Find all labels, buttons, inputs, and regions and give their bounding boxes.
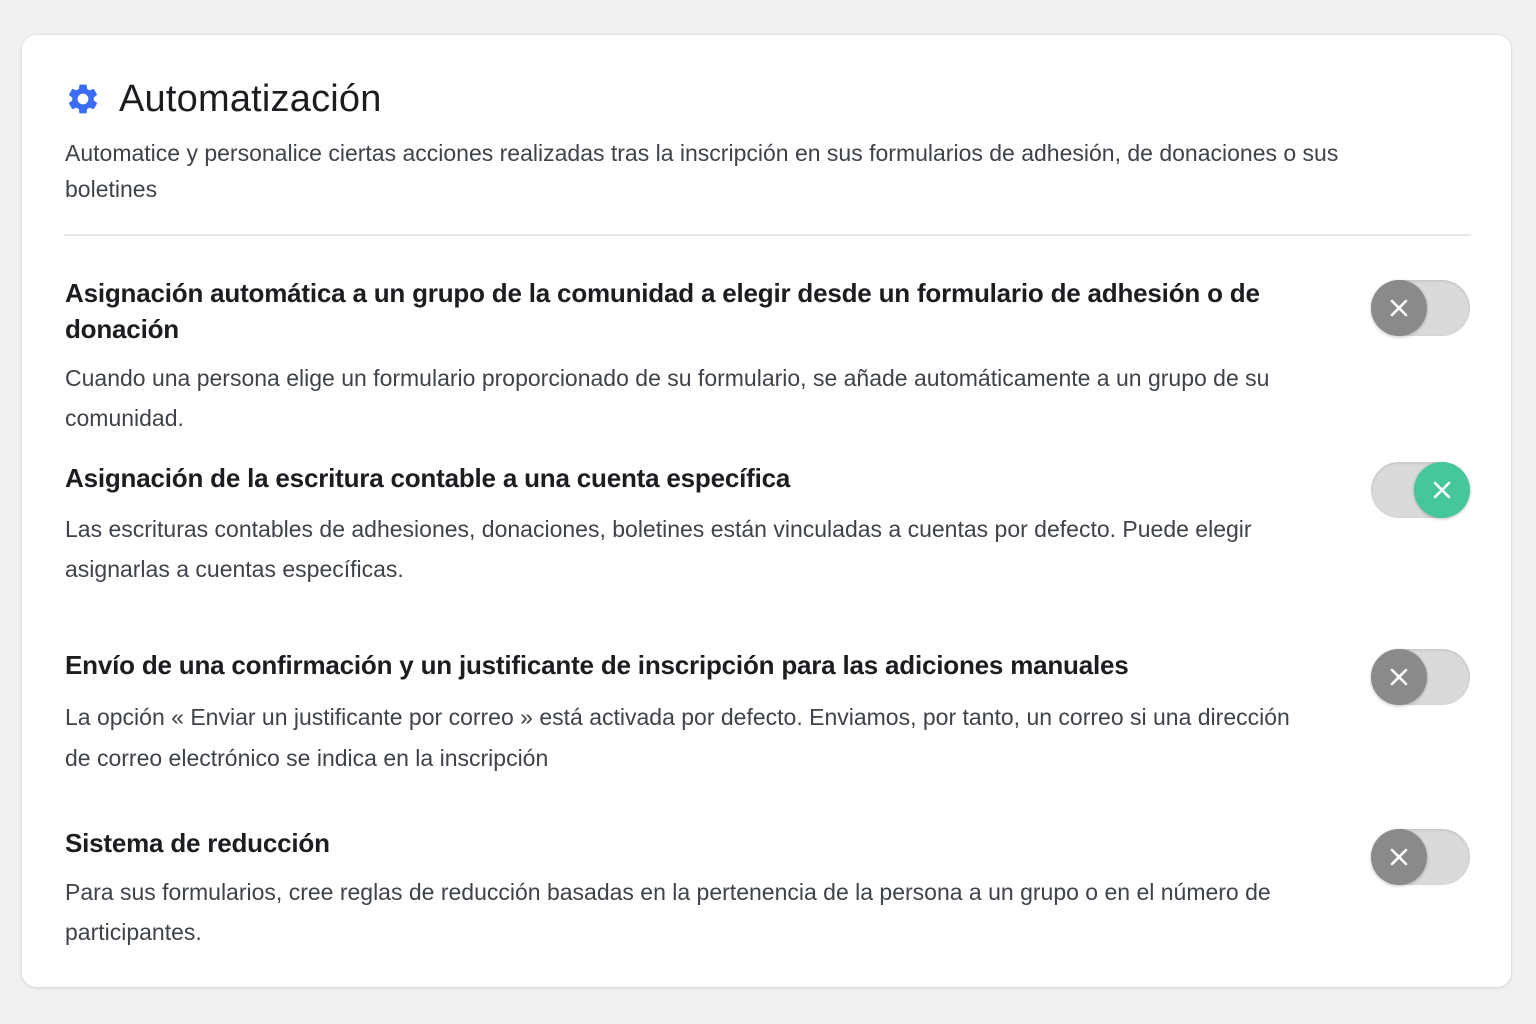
setting-manual-addition-confirmation — [65, 647, 1315, 779]
toggle-knob — [1371, 649, 1427, 705]
toggle-accounting-entry-assignment[interactable] — [1371, 462, 1470, 518]
setting-title: Sistema de reducción — [65, 828, 330, 858]
close-icon — [1387, 845, 1411, 869]
setting-description: Cuando una persona elige un formulario proporcionado de su formulario, se añade automáticamente a un grupo de su comunidad. — [65, 365, 1270, 431]
setting-auto-group-assignment — [65, 275, 1315, 438]
toggle-knob — [1371, 280, 1427, 336]
setting-description: Las escrituras contables de adhesiones, donaciones, boletines están vinculadas a cuentas por defecto. Puede elegir asignarlas a cuentas específicas. — [65, 516, 1252, 582]
automation-card — [22, 35, 1511, 987]
toggle-knob — [1371, 829, 1427, 885]
close-icon — [1430, 478, 1454, 502]
card-header — [65, 77, 382, 121]
setting-description: La opción « Enviar un justificante por correo » está activada por defecto. Enviamos, por tanto, un correo si una dirección de correo electrónico se indica en la inscripción — [65, 704, 1290, 771]
page-title: Automatización — [119, 78, 382, 120]
setting-title: Asignación automática a un grupo de la comunidad a elegir desde un formulario de adhesión o de donación — [65, 278, 1260, 344]
toggle-discount-system[interactable] — [1371, 829, 1470, 885]
toggle-knob — [1414, 462, 1470, 518]
gear-icon — [65, 81, 101, 117]
close-icon — [1387, 296, 1411, 320]
setting-accounting-entry-assignment — [65, 460, 1315, 589]
setting-title: Envío de una confirmación y un justificante de inscripción para las adiciones manuales — [65, 650, 1129, 680]
setting-title: Asignación de la escritura contable a una cuenta específica — [65, 463, 791, 493]
setting-description: Para sus formularios, cree reglas de reducción basadas en la pertenencia de la persona a un grupo o en el número de participantes. — [65, 879, 1271, 945]
toggle-auto-group-assignment[interactable] — [1371, 280, 1470, 336]
close-icon — [1387, 665, 1411, 689]
toggle-manual-addition-confirmation[interactable] — [1371, 649, 1470, 705]
setting-discount-system — [65, 825, 1315, 952]
page-subtitle: Automatice y personalice ciertas acciones realizadas tras la inscripción en sus formularios de adhesión, de donaciones o sus boletines — [65, 140, 1339, 202]
header-divider — [64, 234, 1471, 236]
